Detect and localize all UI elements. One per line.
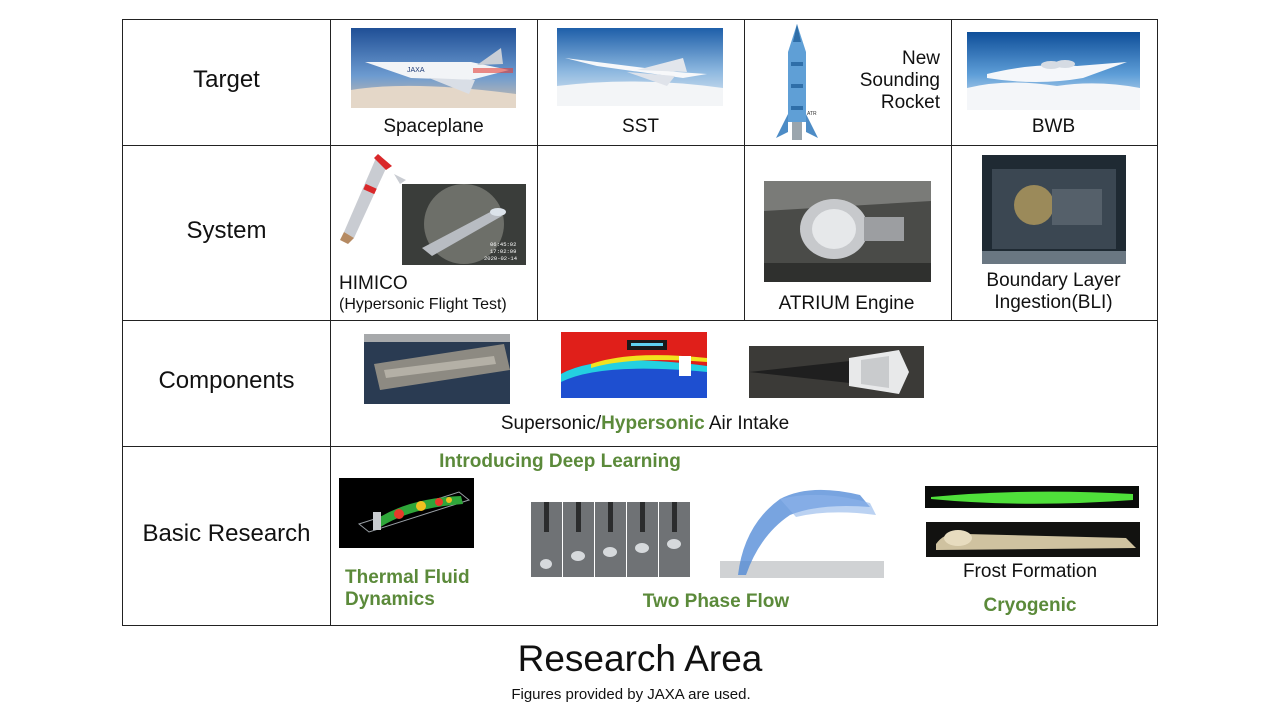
sst-caption: SST [622,116,659,137]
thermal-fluid-caption [345,567,505,611]
new-sounding-rocket-caption [830,48,940,114]
new-sounding-rocket-caption-line: Rocket [880,92,940,113]
air-intake-prefix: Supersonic/ [500,413,602,434]
spaceplane-caption: Spaceplane [383,116,484,137]
atrium-engine-image [764,181,931,282]
bwb-caption: BWB [1031,116,1076,137]
himico-title: HIMICO [339,273,408,294]
svg-text:2020-02-14: 2020-02-14 [484,255,518,262]
row-label-system: System [186,217,267,244]
himico-wind-tunnel-image [402,184,526,265]
sst-image [557,28,723,106]
row-label-basic-research: Basic Research [142,520,311,547]
thermal-fluid-caption-line: Thermal Fluid [345,567,470,588]
cone-intake-image [749,346,924,398]
frost-formation-caption: Frost Formation [962,561,1098,582]
cryogenic-green-image [925,486,1139,508]
two-phase-droplet-sequence-image [531,502,690,577]
himico-subtitle: (Hypersonic Flight Test) [339,296,507,313]
deep-learning-label: Introducing Deep Learning [439,451,681,472]
svg-text:06:45:02: 06:45:02 [490,241,517,248]
cryogenic-caption: Cryogenic [983,595,1077,616]
svg-text:ATR: ATR [807,111,817,117]
row-divider [123,446,1157,447]
svg-text:17:02:09: 17:02:09 [490,248,517,255]
label-column-divider [330,20,331,626]
bli-caption-line: Ingestion(BLI) [994,292,1113,313]
frost-formation-image [926,522,1140,557]
atrium-engine-caption: ATRIUM Engine [778,293,915,314]
bli-caption [950,270,1157,314]
spaceplane-image [351,28,516,108]
air-intake-highlight: Hypersonic [601,413,705,434]
thermal-fluid-image [339,478,474,548]
air-intake-suffix: Air Intake [704,413,790,434]
thermal-fluid-caption-line: Dynamics [345,589,435,610]
bwb-image [967,32,1140,110]
himico-caption [339,273,539,315]
column-divider [744,20,745,321]
new-sounding-rocket-caption-line: New [901,48,940,69]
two-phase-flow-caption: Two Phase Flow [642,591,790,612]
bli-caption-line: Boundary Layer [986,270,1121,291]
bli-image [982,155,1126,264]
sounding-rocket-image [772,22,822,144]
figure-credit-note: Figures provided by JAXA are used. [511,686,751,703]
page-title: Research Area [517,638,763,679]
cfd-intake-image [561,332,707,398]
new-sounding-rocket-caption-line: Sounding [859,70,940,91]
himico-vehicle-image [336,152,406,244]
row-label-components: Components [158,367,295,394]
svg-text:JAXA: JAXA [407,67,425,74]
air-intake-hardware-image [364,334,510,404]
air-intake-caption [330,413,960,435]
row-divider [123,320,1157,321]
row-label-target: Target [193,66,260,93]
two-phase-spray-image [720,485,884,578]
row-divider [123,145,1157,146]
